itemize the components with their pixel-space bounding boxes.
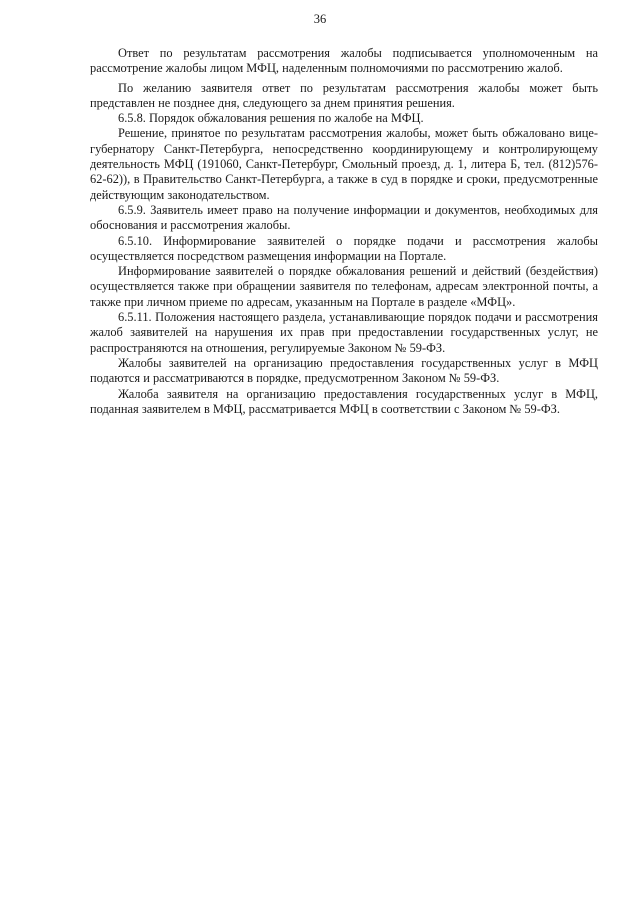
paragraph-complaint-in-mfc: Жалоба заявителя на организацию предоставления государственных услуг в МФЦ, поданная заявителем в МФЦ, рассматривается МФЦ в соответствии с Законом № 59-ФЗ. <box>90 386 598 416</box>
paragraph-6-5-11: 6.5.11. Положения настоящего раздела, устанавливающие порядок подачи и рассмотрения жалоб заявителей на нарушения их прав при предоставлении государственных услуг, не распространяются на отношения, регулируемые Законом № 59-ФЗ. <box>90 310 598 355</box>
paragraph-appeal-decision: Решение, принятое по результатам рассмотрения жалобы, может быть обжаловано вице-губернатору Санкт-Петербурга, непосредственно координирующему и контролирующему деятельность МФЦ (191060, Санкт-Петербург, Смольный проезд, д. 1, литера Б, тел. (812)576-62-62)), в Правительство Санкт-Петербурга, а также в суд в порядке и сроки, предусмотренные действующим законодательством. <box>90 126 598 202</box>
paragraph-6-5-9: 6.5.9. Заявитель имеет право на получение информации и документов, необходимых для обоснования и рассмотрения жалобы. <box>90 202 598 233</box>
document-body <box>90 46 598 417</box>
paragraph-6-5-10: 6.5.10. Информирование заявителей о порядке подачи и рассмотрения жалобы осуществляется посредством размещения информации на Портале. <box>90 233 598 263</box>
paragraph-6-5-8-heading: 6.5.8. Порядок обжалования решения по жалобе на МФЦ. <box>118 111 424 126</box>
paragraph-informing-contacts: Информирование заявителей о порядке обжалования решений и действий (бездействия) осуществляется также при обращении заявителя по телефонам, адресам электронной почты, а также при личном приеме по адресам, указанным на Портале в разделе «МФЦ». <box>90 264 598 309</box>
paragraph-response-signing: Ответ по результатам рассмотрения жалобы подписывается уполномоченным на рассмотрение жалобы лицом МФЦ, наделенным полномочиями по рассмотрению жалоб. <box>90 46 598 76</box>
paragraph-response-timing: По желанию заявителя ответ по результатам рассмотрения жалобы может быть представлен не позднее дня, следующего за днем принятия решения. <box>90 80 598 110</box>
page-number: 36 <box>313 12 327 26</box>
paragraph-complaints-59fz: Жалобы заявителей на организацию предоставления государственных услуг в МФЦ подаются и рассматриваются в порядке, предусмотренном Законом № 59-ФЗ. <box>90 355 598 386</box>
